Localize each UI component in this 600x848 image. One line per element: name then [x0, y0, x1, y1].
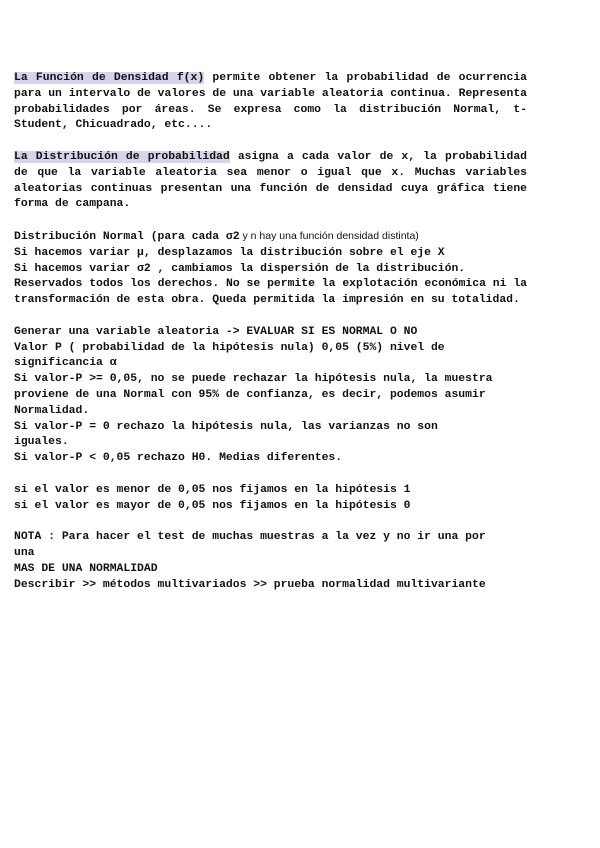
normal-distribution-title-note: y n hay una función densidad distinta): [239, 229, 419, 242]
normality-line-9: Si valor-P < 0,05 rechazo H0. Medias diferentes.: [14, 452, 343, 465]
note-line-4: Describir >> métodos multivariados >> prueba normalidad multivariante: [14, 578, 486, 591]
highlight-probability-distribution: La Distribución de probabilidad: [14, 150, 230, 163]
probability-distribution-text: asigna a cada valor de x, la probabilidad de que la variable aleatoria sea menor o igual que x. Muchas variables aleatorias continuas presentan una función de densidad cuya gráfica tiene forma de campana.: [14, 150, 527, 211]
note-line-1: NOTA : Para hacer el test de muchas muestras a la vez y no ir una por: [14, 531, 486, 544]
document-body: [14, 71, 527, 593]
spacer: [14, 309, 527, 325]
paragraph-density-function: [14, 71, 527, 134]
paragraph-probability-distribution: [14, 150, 527, 213]
spacer: [14, 467, 527, 483]
paragraph-hypothesis-choice: [14, 483, 527, 515]
paragraph-note: [14, 530, 527, 593]
paragraph-normality-test: [14, 325, 527, 467]
vary-sigma-line: Si hacemos variar σ2 , cambiamos la dispersión de la distribución.: [14, 262, 466, 275]
highlight-density-function: La Función de Densidad f(x): [14, 72, 205, 84]
normality-line-4: Si valor-P >= 0,05, no se puede rechazar la hipótesis nula, la muestra: [14, 373, 493, 386]
normality-line-8: iguales.: [14, 436, 69, 449]
density-function-text: permite obtener la probabilidad de ocurrencia para un intervalo de valores de una variable aleatoria continua. Representa probabilidades por áreas. Se expresa como la distribución Normal, t-Student, Chicuadrado, etc....: [14, 72, 528, 132]
normality-line-3: significancia α: [14, 357, 117, 370]
spacer: [14, 514, 527, 530]
spacer: [14, 134, 527, 150]
normality-line-5: proviene de una Normal con 95% de confianza, es decir, podemos asumir: [14, 388, 486, 401]
normality-line-7: Si valor-P = 0 rechazo la hipótesis nula, las varianzas no son: [14, 420, 438, 433]
spacer: [14, 213, 527, 229]
normality-line-2: Valor P ( probabilidad de la hipótesis nula) 0,05 (5%) nivel de: [14, 341, 445, 354]
rights-notice: Reservados todos los derechos. No se permite la explotación económica ni la transformación de esta obra. Queda permitida la impresión en su totalidad.: [14, 278, 527, 307]
normal-distribution-title: [14, 229, 527, 246]
note-line-3: MAS DE UNA NORMALIDAD: [14, 562, 158, 575]
normal-distribution-title-main: Distribución Normal (para cada σ2: [14, 230, 240, 243]
paragraph-normal-distribution: [14, 229, 527, 309]
hypothesis-line-2: si el valor es mayor de 0,05 nos fijamos en la hipótesis 0: [14, 499, 411, 512]
note-line-2: una: [14, 546, 35, 559]
normality-line-1: Generar una variable aleatoria -> EVALUAR SI ES NORMAL O NO: [14, 325, 418, 338]
normality-line-6: Normalidad.: [14, 404, 90, 417]
vary-mu-line: Si hacemos variar µ, desplazamos la distribución sobre el eje X: [14, 246, 445, 259]
hypothesis-line-1: si el valor es menor de 0,05 nos fijamos en la hipótesis 1: [14, 483, 411, 496]
